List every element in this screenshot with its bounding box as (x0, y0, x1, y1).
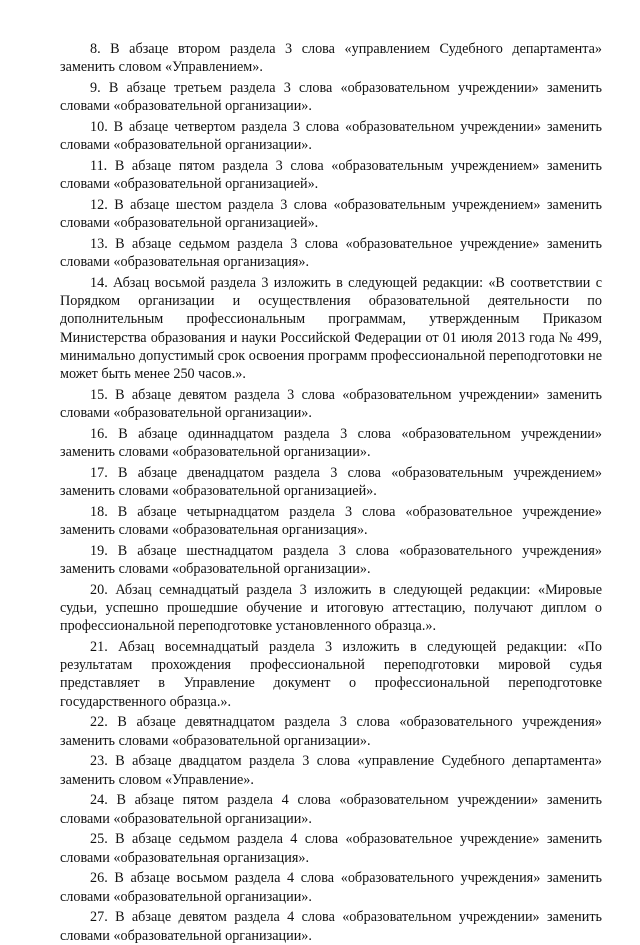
paragraph-23: 23. В абзаце двадцатом раздела 3 слова «управление Судебного департамента» заменить словом «Управление». (60, 753, 602, 788)
paragraph-10: 10. В абзаце четвертом раздела 3 слова «образовательном учреждении» заменить словами «образовательной организации». (60, 119, 602, 154)
paragraph-21: 21. Абзац восемнадцатый раздела 3 изложить в следующей редакции: «По результатам прохождения профессиональной переподготовки мировой судья представляет в Управление документ о профессиональной переподготовке государственного образца.». (60, 639, 602, 710)
paragraph-12: 12. В абзаце шестом раздела 3 слова «образовательным учреждением» заменить словами «образовательной организацией». (60, 197, 602, 232)
paragraph-11: 11. В абзаце пятом раздела 3 слова «образовательным учреждением» заменить словами «образовательной организацией». (60, 158, 602, 193)
paragraph-16: 16. В абзаце одиннадцатом раздела 3 слова «образовательном учреждении» заменить словами «образовательной организации». (60, 425, 602, 461)
paragraph-9: 9. В абзаце третьем раздела 3 слова «образовательном учреждении» заменить словами «образовательной организации». (60, 80, 602, 115)
paragraph-15: 15. В абзаце девятом раздела 3 слова «образовательном учреждении» заменить словами «образовательной организации». (60, 386, 602, 422)
paragraph-14: 14. Абзац восьмой раздела 3 изложить в следующей редакции: «В соответствии с Порядком организации и осуществления образовательной деятельности по дополнительным профессиональным программам, утвержденным Приказом Министерства образования и науки Российской Федерации от 01 июля 2013 года № 499, минимально допустимый срок освоения программ профессиональной переподготовки не может быть менее 250 часов.». (60, 275, 602, 383)
paragraph-25: 25. В абзаце седьмом раздела 4 слова «образовательное учреждение» заменить словами «образовательная организация». (60, 831, 602, 866)
paragraph-18: 18. В абзаце четырнадцатом раздела 3 слова «образовательное учреждение» заменить словами «образовательная организация». (60, 503, 602, 539)
paragraph-27: 27. В абзаце девятом раздела 4 слова «образовательном учреждении» заменить словами «образовательной организации». (60, 909, 602, 944)
paragraph-22: 22. В абзаце девятнадцатом раздела 3 слова «образовательного учреждения» заменить словами «образовательной организации». (60, 714, 602, 749)
paragraph-17: 17. В абзаце двенадцатом раздела 3 слова «образовательным учреждением» заменить словами «образовательной организацией». (60, 464, 602, 500)
paragraph-26: 26. В абзаце восьмом раздела 4 слова «образовательного учреждения» заменить словами «образовательной организации». (60, 870, 602, 905)
paragraph-24: 24. В абзаце пятом раздела 4 слова «образовательном учреждении» заменить словами «образовательной организации». (60, 792, 602, 827)
paragraph-8: 8. В абзаце втором раздела 3 слова «управлением Судебного департамента» заменить словом «Управлением». (60, 41, 602, 76)
paragraph-20: 20. Абзац семнадцатый раздела 3 изложить в следующей редакции: «Мировые судьи, успешно прошедшие обучение и итоговую аттестацию, получают диплом о профессиональной переподготовке установленного образца.». (60, 581, 602, 635)
paragraph-13: 13. В абзаце седьмом раздела 3 слова «образовательное учреждение» заменить словами «образовательная организация». (60, 236, 602, 271)
paragraph-19: 19. В абзаце шестнадцатом раздела 3 слова «образовательного учреждения» заменить словами «образовательной организации». (60, 542, 602, 578)
